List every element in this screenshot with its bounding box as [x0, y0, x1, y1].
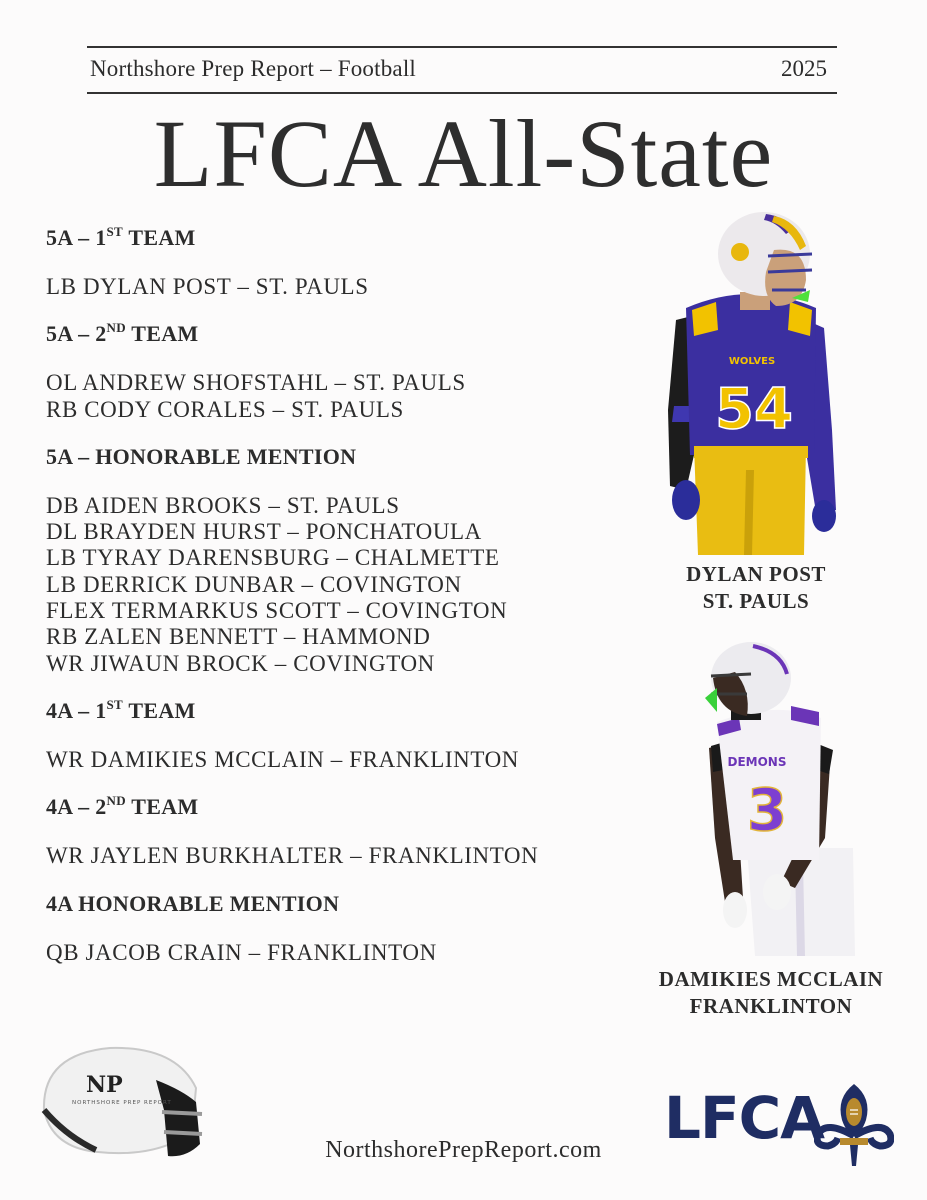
player-photo-damikies-mcclain	[695, 638, 860, 956]
player-entry: RB ZALEN BENNETT – HAMMOND	[46, 624, 431, 650]
section-5	[46, 888, 646, 966]
player-entry: QB JACOB CRAIN – FRANKLINTON	[46, 939, 437, 965]
jersey-number: 3	[746, 776, 788, 844]
player-entry: OL ANDREW SHOFSTAHL – ST. PAULS	[46, 370, 466, 396]
jersey-text: DEMONS	[727, 755, 787, 769]
player-entry: DL BRAYDEN HURST – PONCHATOULA	[46, 519, 482, 545]
section-2	[46, 441, 646, 677]
section-0	[46, 222, 646, 300]
jersey-number: 54	[715, 377, 793, 442]
entry-list	[46, 493, 646, 677]
section-heading: 5A – 2ND TEAM	[46, 320, 199, 347]
player-photo-dylan-post	[656, 210, 848, 555]
entry-list	[46, 843, 646, 869]
section-4	[46, 791, 646, 869]
caption-name: DAMIKIES MCCLAIN	[658, 967, 884, 991]
lfca-logo	[664, 1080, 894, 1170]
selections-list	[46, 222, 646, 984]
section-1	[46, 318, 646, 423]
top-rule	[87, 46, 837, 48]
entry-list	[46, 274, 646, 300]
caption-school: ST. PAULS	[702, 589, 810, 613]
caption-school: FRANKLINTON	[689, 994, 853, 1018]
entry-list	[46, 370, 646, 423]
fleur-de-lis-icon	[814, 1080, 894, 1170]
player-entry: LB DERRICK DUNBAR – COVINGTON	[46, 571, 462, 597]
player-entry: DB AIDEN BROOKS – ST. PAULS	[46, 492, 400, 518]
section-heading: 4A – 1ST TEAM	[46, 696, 196, 723]
publication-name: Northshore Prep Report – Football	[90, 56, 417, 81]
header-rule	[87, 92, 837, 94]
caption-name: DYLAN POST	[686, 562, 826, 586]
section-3	[46, 695, 646, 773]
page-title: LFCA All-State	[153, 100, 774, 207]
section-heading: 5A – HONORABLE MENTION	[46, 443, 357, 469]
jersey-text: WOLVES	[728, 356, 776, 367]
section-heading: 4A HONORABLE MENTION	[46, 890, 340, 916]
website-url[interactable]: NorthshorePrepReport.com	[325, 1137, 602, 1163]
player-entry: WR DAMIKIES MCCLAIN – FRANKLINTON	[46, 746, 519, 772]
player-entry: WR JAYLEN BURKHALTER – FRANKLINTON	[46, 843, 539, 869]
caption-dylan-post	[640, 561, 872, 615]
player-entry: LB TYRAY DARENSBURG – CHALMETTE	[46, 545, 500, 571]
entry-list	[46, 940, 646, 966]
section-heading: 4A – 2ND TEAM	[46, 793, 199, 820]
player-entry: WR JIWAUN BROCK – COVINGTON	[46, 650, 435, 676]
player-entry: RB CODY CORALES – ST. PAULS	[46, 396, 404, 422]
year: 2025	[781, 56, 827, 81]
lfca-logo-text: LFCA	[664, 1084, 825, 1152]
player-entry: FLEX TERMARKUS SCOTT – COVINGTON	[46, 598, 508, 624]
player-entry: LB DYLAN POST – ST. PAULS	[46, 274, 369, 299]
helmet-logo-text: NP	[86, 1072, 123, 1098]
caption-damikies-mcclain	[620, 966, 922, 1020]
helmet-subtext: NORTHSHORE PREP REPORT	[72, 1100, 172, 1106]
entry-list	[46, 747, 646, 773]
section-heading: 5A – 1ST TEAM	[46, 224, 196, 250]
